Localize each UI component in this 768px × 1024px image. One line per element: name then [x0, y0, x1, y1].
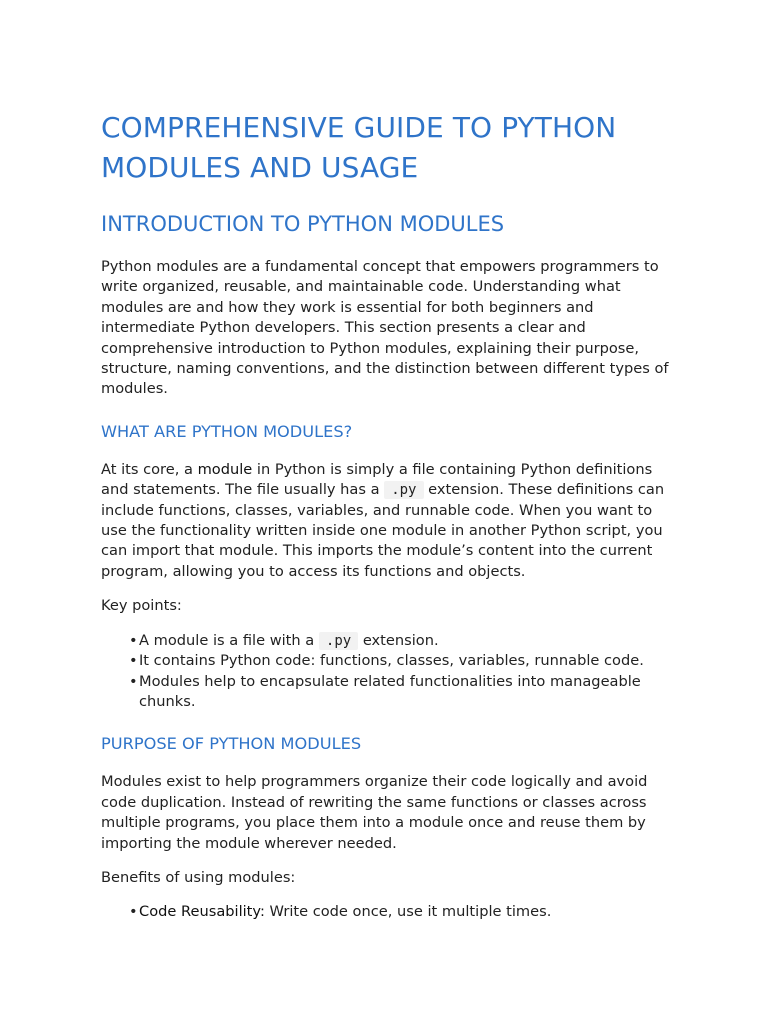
- bullet-icon: •: [129, 903, 138, 921]
- document-page: [101, 108, 673, 923]
- intro-heading: INTRODUCTION TO PYTHON MODULES: [101, 212, 505, 236]
- bullet-icon: •: [129, 672, 138, 690]
- benefit-item: [129, 902, 673, 922]
- what-paragraph-part2: in Python is simply a file containing Python definitions and statements. The file usually has a: [101, 460, 653, 499]
- key-point-item: [129, 672, 673, 713]
- purpose-heading: PURPOSE OF PYTHON MODULES: [101, 734, 362, 754]
- key-points-label: Key points:: [101, 597, 182, 615]
- key-point-text: extension.: [358, 631, 439, 649]
- key-point-text: A module is a file with a: [139, 631, 319, 649]
- what-paragraph: [101, 460, 673, 582]
- benefits-list: [101, 902, 673, 922]
- py-extension-code: .py: [319, 632, 358, 650]
- benefits-label: Benefits of using modules:: [101, 868, 296, 886]
- py-extension-code: .py: [384, 481, 423, 499]
- key-points-list: [101, 631, 673, 713]
- benefit-term: Code Reusability:: [139, 903, 265, 921]
- purpose-paragraph: Modules exist to help programmers organize their code logically and avoid code duplication. Instead of rewriting the same functions or classes across multiple programs, you place them into a module once and reuse them by importing the module wherever needed.: [101, 773, 648, 852]
- what-heading: WHAT ARE PYTHON MODULES?: [101, 421, 353, 441]
- key-point-text: It contains Python code: functions, classes, variables, runnable code.: [139, 652, 644, 670]
- bullet-icon: •: [129, 652, 138, 670]
- what-paragraph-part3: extension. These definitions can include functions, classes, variables, and runnable code. When you want to use the functionality written inside one module in another Python script, you can import that module. This imports the module’s content into the current program, allowing you to access its functions and objects.: [101, 481, 665, 580]
- what-paragraph-part1: At its core, a: [101, 460, 198, 478]
- intro-paragraph: Python modules are a fundamental concept that empowers programmers to write organized, reusable, and maintainable code. Understanding what modules are and how they work is essential for both beginners and intermediate Python developers. This section presents a clear and comprehensive introduction to Python modules, explaining their purpose, structure, naming conventions, and the distinction between different types of modules.: [101, 258, 669, 398]
- key-point-item: [129, 651, 673, 671]
- bullet-icon: •: [129, 631, 138, 649]
- key-point-item: [129, 631, 673, 651]
- document-title: COMPREHENSIVE GUIDE TO PYTHON MODULES AND USAGE: [101, 111, 617, 184]
- benefit-text: Write code once, use it multiple times.: [264, 903, 552, 921]
- key-point-text: Modules help to encapsulate related functionalities into manageable chunks.: [139, 672, 641, 710]
- module-term: module: [197, 460, 253, 478]
